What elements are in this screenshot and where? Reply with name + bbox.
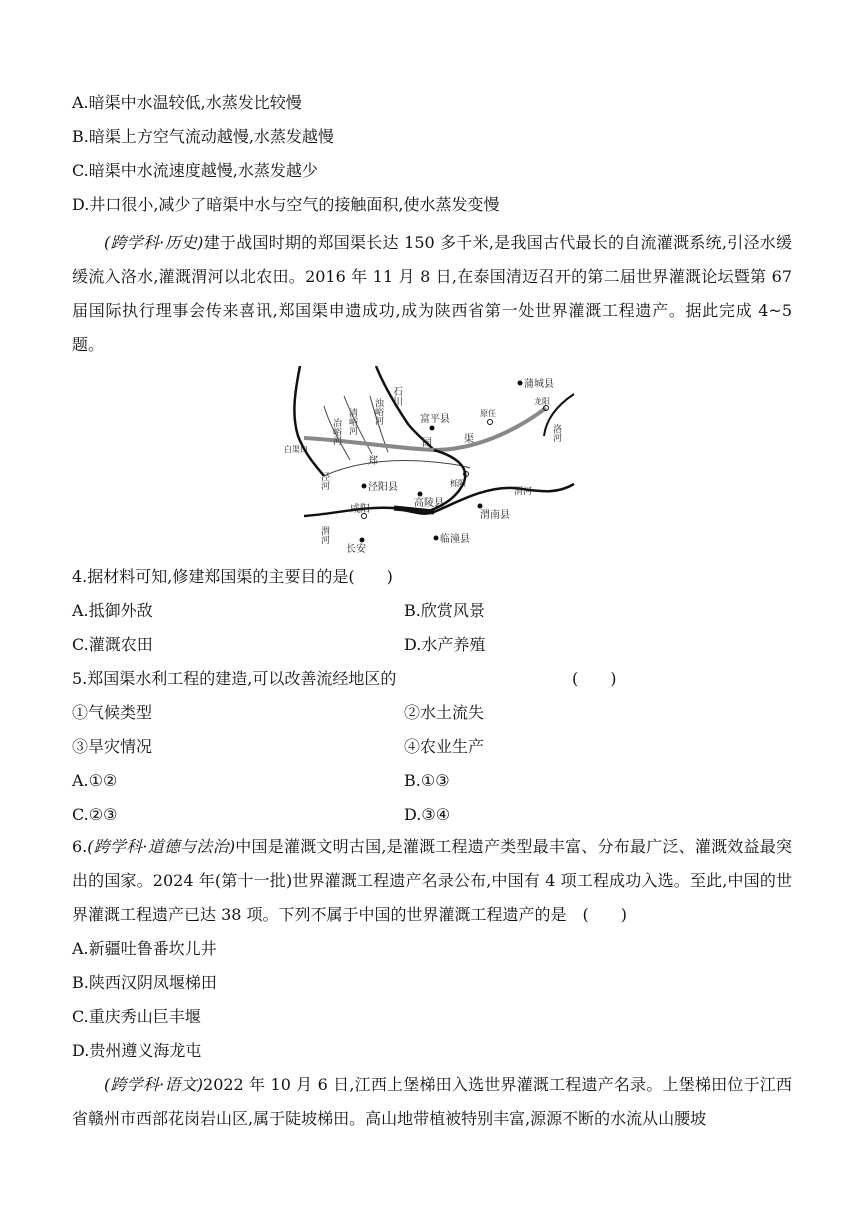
map-label-zheng: 郑 bbox=[368, 456, 378, 467]
map-city-jingyang bbox=[362, 484, 367, 489]
map-label-jingyang: 泾阳县 bbox=[368, 482, 398, 493]
map-label-longyang: 龙阳 bbox=[534, 397, 550, 406]
q6-option-b: B.陕西汉阴凤堰梯田 bbox=[72, 973, 217, 992]
map-label-shichuan: 石川 bbox=[390, 386, 402, 406]
q3-option-b: B.暗渠上方空气流动越慢,水蒸发越慢 bbox=[72, 127, 334, 146]
q6-text: 中国是灌溉文明古国,是灌溉工程遗产类型最丰富、分布最广泛、灌溉效益最突出的国家。2024 年(第十一批)世界灌溉工程遗产名录公布,中国有 4 项工程成功入选。至此,中国的世界灌溉工程遗产已达 38 项。下列不属于中国的世界灌溉工程遗产的是 ( ) bbox=[72, 837, 792, 924]
map-canal-branch bbox=[324, 461, 470, 476]
map-city-weinan bbox=[478, 504, 483, 509]
q6-number: 6. bbox=[72, 837, 88, 856]
q3-option-a: A.暗渠中水温较低,水蒸发比较慢 bbox=[72, 93, 302, 112]
q3-option-c: C.暗渠中水流速度越慢,水蒸发越少 bbox=[72, 161, 318, 180]
map-label-fuping: 富平县 bbox=[420, 414, 450, 425]
q6-option-d: D.贵州遵义海龙屯 bbox=[72, 1041, 202, 1060]
map-city-fuping bbox=[430, 426, 435, 431]
map-city-pucheng bbox=[518, 381, 523, 386]
q5-item-1: ①气候类型 bbox=[72, 703, 153, 722]
passage2-tag: (跨学科·语文) bbox=[104, 1075, 204, 1094]
map-label-zhuoyuhe: 浊峪河 bbox=[373, 398, 383, 425]
map-label-xianyang: 咸阳 bbox=[350, 504, 370, 515]
map-label-guo: 国 bbox=[422, 438, 432, 449]
q4-option-a: A.抵御外敌 bbox=[72, 601, 153, 620]
map-river-jing-upper bbox=[294, 366, 324, 476]
map-label-yuanren: 原任 bbox=[480, 409, 496, 418]
map-svg bbox=[284, 366, 576, 554]
map-label-liyang: 栎阳 bbox=[450, 479, 466, 488]
map-label-qingyuhe: 清峪河 bbox=[347, 408, 357, 435]
q6-option-c: C.重庆秀山巨丰堰 bbox=[72, 1007, 201, 1026]
map-city-gaoling bbox=[418, 492, 423, 497]
passage-text: 建于战国时期的郑国渠长达 150 多千米,是我国古代最长的自流灌溉系统,引泾水缓缓流入洛水,灌溉渭河以北农田。2016 年 11 月 8 日,在泰国清迈召开的第二届世界灌溉论坛暨第 67 届国际执行理事会传来喜讯,郑国渠申遗成功,成为陕西省第一处世界灌溉工程遗产。据此完成 4~5 题。 bbox=[72, 233, 792, 354]
passage-tag: (跨学科·历史) bbox=[104, 233, 204, 252]
q3-option-d: D.井口很小,减少了暗渠中水与空气的接触面积,使水蒸发变慢 bbox=[72, 195, 500, 214]
passage-shangbao bbox=[72, 1068, 792, 1136]
q5-option-b: B.①③ bbox=[404, 771, 450, 790]
passage-zhengguoqu bbox=[72, 226, 792, 362]
q6-tag: (跨学科·道德与法治) bbox=[87, 837, 236, 856]
passage2-text: 2022 年 10 月 6 日,江西上堡梯田入选世界灌溉工程遗产名录。上堡梯田位于江西省赣州市西部花岗岩山区,属于陡坡梯田。高山地带植被特别丰富,源源不断的水流从山腰坡 bbox=[72, 1075, 792, 1128]
q6-stem bbox=[72, 830, 792, 932]
map-city-yuanren bbox=[488, 420, 493, 425]
map-label-weihe1: 渭河 bbox=[514, 487, 533, 497]
q5-option-a: A.①② bbox=[72, 771, 118, 790]
q4-stem: 4.据材料可知,修建郑国渠的主要目的是( ) bbox=[72, 567, 393, 586]
map-label-weihe2: 渭河 bbox=[319, 526, 329, 544]
map-label-changan: 长安 bbox=[346, 544, 366, 554]
map-label-pucheng: 蒲城县 bbox=[524, 379, 554, 390]
q5-option-d: D.③④ bbox=[404, 805, 451, 824]
q5-item-2: ②水土流失 bbox=[404, 703, 485, 722]
map-label-luohe: 洛河 bbox=[551, 424, 561, 442]
q4-option-c: C.灌溉农田 bbox=[72, 635, 153, 654]
map-label-weinan: 渭南县 bbox=[480, 510, 510, 521]
map-label-baiqukou: 白渠口 bbox=[284, 445, 308, 454]
q5-bracket: ( ) bbox=[572, 669, 617, 688]
q4-option-b: B.欣赏风景 bbox=[404, 601, 485, 620]
q5-item-4: ④农业生产 bbox=[404, 737, 485, 756]
zhengguoqu-map bbox=[284, 366, 576, 554]
map-label-lintong: 临潼县 bbox=[440, 534, 470, 545]
map-label-qu: 渠 bbox=[464, 434, 474, 445]
q5-item-3: ③旱灾情况 bbox=[72, 737, 153, 756]
q5-option-c: C.②③ bbox=[72, 805, 118, 824]
q6-option-a: A.新疆吐鲁番坎儿井 bbox=[72, 939, 217, 958]
map-city-lintong bbox=[434, 536, 439, 541]
map-label-jinghe: 泾河 bbox=[319, 472, 329, 490]
q5-stem: 5.郑国渠水利工程的建造,可以改善流经地区的 bbox=[72, 669, 397, 688]
map-label-gaoling: 高陵县 bbox=[414, 498, 444, 509]
map-label-yeyuhe: 冶峪河 bbox=[331, 418, 341, 445]
q4-option-d: D.水产养殖 bbox=[404, 635, 486, 654]
map-city-changan bbox=[360, 538, 365, 543]
